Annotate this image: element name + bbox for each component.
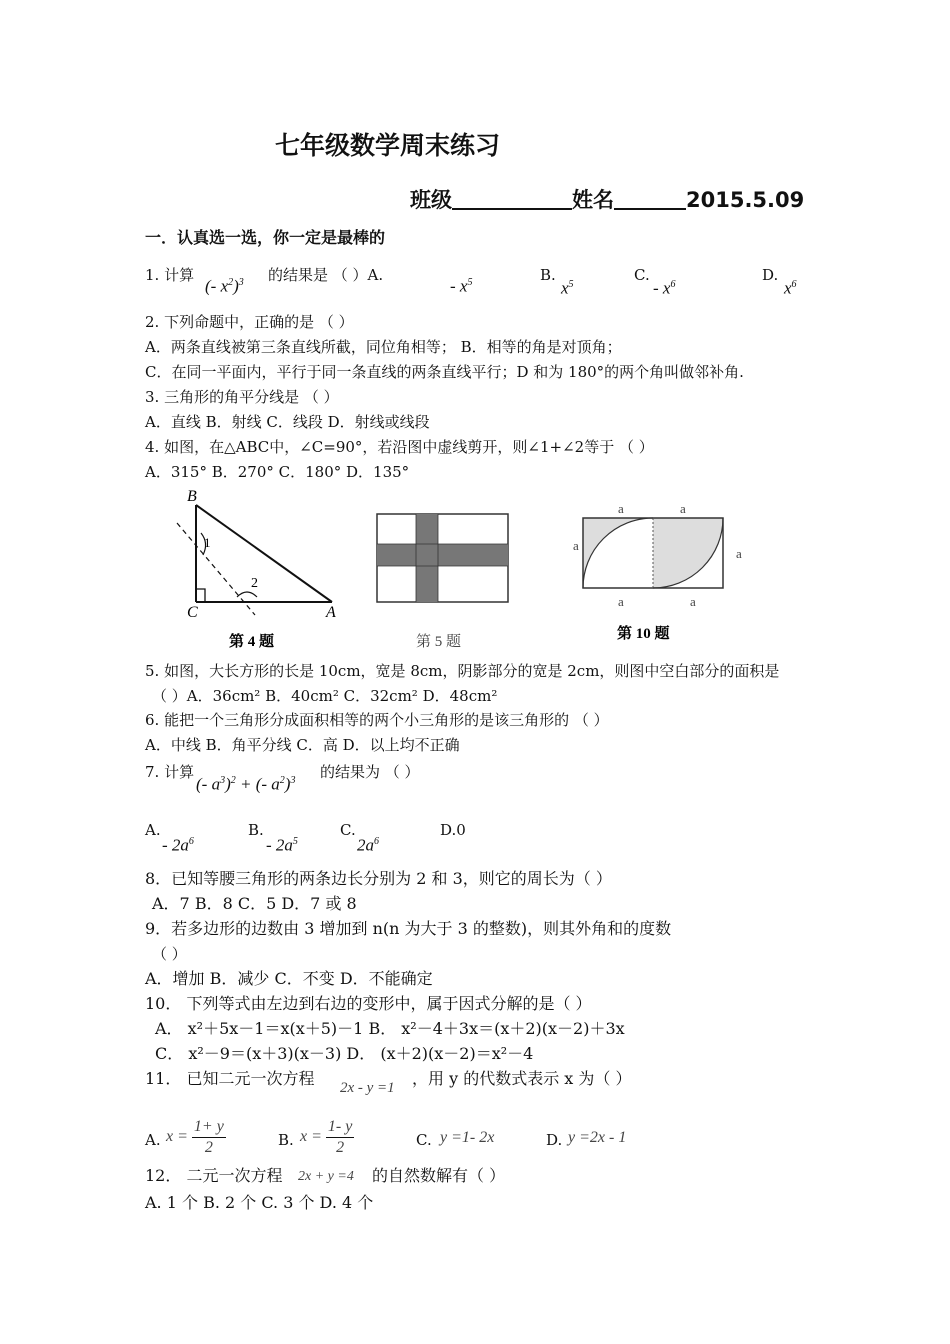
q3-stem: 3. 三角形的角平分线是 （ ） (145, 388, 339, 406)
angle-2-arc (237, 592, 257, 597)
right-angle-mark (196, 589, 205, 602)
figure-q5-rectangle (370, 505, 520, 655)
section-heading: 一．认真选一选，你一定是最棒的 (145, 228, 386, 247)
q7-stem: 7. 计算 (145, 763, 195, 781)
q11-suffix: ，用 y 的代数式表示 x 为（ ） (412, 1069, 632, 1088)
q12-suffix: 的自然数解有（ ） (372, 1166, 506, 1185)
name-blank[interactable] (614, 188, 686, 210)
vertex-b-label: B (187, 488, 197, 505)
q11-option-c: y =1- 2x (440, 1129, 495, 1146)
vertex-a-label: A (326, 604, 336, 621)
q7-option-a: - $2a^6$ (162, 835, 194, 855)
q11-equation: 2x - y =1 (340, 1080, 395, 1096)
horizontal-shaded-band (377, 544, 508, 566)
figure-q10-squares (565, 495, 750, 650)
q8-options: A．7 B．8 C．5 D．7 或 8 (152, 894, 357, 913)
q1-c-label: C. (634, 266, 650, 284)
q3-options: A．直线 B．射线 C．线段 D．射线或线段 (145, 413, 430, 431)
page-title: 七年级数学周末练习 (275, 131, 501, 160)
q1-suffix: 的结果是 （ ）A. (268, 266, 384, 284)
side-label-top-left: a (618, 501, 624, 516)
q5-stem: 5. 如图，大长方形的长是 10cm，宽是 8cm，阴影部分的宽是 2cm，则图中空白部分的面积是 (145, 662, 780, 680)
angle-1-label: 1 (204, 535, 211, 550)
q9-paren: （ ） (152, 945, 187, 963)
name-label: 姓名 (572, 188, 614, 212)
q11-a-label: A. (145, 1131, 161, 1149)
q7-option-b: - $2a^5$ (266, 835, 298, 855)
q2-options-cd: C．在同一平面内，平行于同一条直线的两条直线平行；D 和为 180°的两个角叫做邻补角. (145, 363, 744, 381)
side-label-right: a (736, 546, 742, 561)
figure-q5-caption: 第 5 题 (416, 634, 462, 650)
side-label-top-right: a (680, 501, 686, 516)
figure-q4-triangle (165, 485, 345, 655)
q8-stem: 8．已知等腰三角形的两条边长分别为 2 和 3，则它的周长为（ ） (145, 869, 612, 888)
q11-option-d: y =2x - 1 (568, 1129, 627, 1146)
q1-d-label: D. (762, 266, 779, 284)
q7-suffix: 的结果为 （ ） (320, 763, 420, 781)
q11-stem: 11． 已知二元一次方程 (145, 1069, 315, 1088)
q9-options: A．增加 B．减少 C．不变 D．不能确定 (145, 969, 433, 988)
q1-expression: (- $x^2)^3$ (205, 276, 244, 296)
q1-option-a: - $x^5$ (450, 276, 473, 296)
q11-d-label: D. (546, 1131, 563, 1149)
angle-2-label: 2 (251, 576, 258, 591)
q10-options-ab: A． x²＋5x－1＝x(x＋5)－1 B． x²－4＋3x＝(x＋2)(x－2)＋3x (155, 1019, 625, 1038)
q1-b-label: B. (540, 266, 556, 284)
q12-equation: 2x + y =4 (298, 1169, 354, 1184)
q1-option-b: $x^5$ (561, 278, 574, 298)
q7-option-d: D.0 (440, 821, 466, 839)
q2-options-ab: A．两条直线被第三条直线所截，同位角相等； B．相等的角是对顶角； (145, 338, 622, 356)
side-label-bottom-right: a (690, 594, 696, 609)
q1-stem: 1. 计算 (145, 266, 195, 284)
q1-option-c: - $x^6$ (653, 278, 676, 298)
class-label: 班级 (410, 188, 452, 212)
q7-b-label: B. (248, 821, 264, 839)
date: 2015.5.09 (686, 188, 805, 212)
q6-options: A．中线 B．角平分线 C．高 D．以上均不正确 (145, 736, 460, 754)
q11-c-label: C. (416, 1131, 432, 1149)
vertex-c-label: C (187, 604, 198, 621)
q4-options: A．315° B．270° C．180° D．135° (145, 463, 410, 481)
figure-q10-caption: 第 10 题 (617, 626, 670, 642)
q10-options-cd: C． x²－9＝(x＋3)(x－3) D． (x＋2)(x－2)＝x²－4 (155, 1044, 534, 1063)
header-line (410, 188, 804, 210)
q12-stem: 12． 二元一次方程 (145, 1166, 283, 1185)
class-blank[interactable] (452, 188, 572, 210)
q7-option-c: $2a^6$ (357, 835, 379, 855)
triangle-side-ab (196, 505, 332, 602)
q7-c-label: C. (340, 821, 356, 839)
q11-b-label: B. (278, 1131, 294, 1149)
q11-option-a: x = $\frac{1+ y}{2}$ (166, 1118, 224, 1156)
q9-stem: 9．若多边形的边数由 3 增加到 n(n 为大于 3 的整数)，则其外角和的度数 (145, 919, 672, 938)
q5-options: （ ）A．36cm² B．40cm² C．32cm² D．48cm² (152, 687, 498, 705)
q7-expression: (- $a^3)^2$ + (- $a^2)^3$ (196, 774, 296, 794)
q4-stem: 4. 如图，在△ABC中，∠C=90°，若沿图中虚线剪开，则∠1+∠2等于 （ ） (145, 438, 654, 456)
q7-a-label: A. (145, 821, 161, 839)
q11-option-b: x = $\frac{1- y}{2}$ (300, 1118, 353, 1156)
figure-q4-caption: 第 4 题 (229, 634, 275, 650)
q2-stem: 2. 下列命题中，正确的是 （ ） (145, 313, 354, 331)
q1-option-d: $x^6$ (784, 278, 797, 298)
q10-stem: 10． 下列等式由左边到右边的变形中，属于因式分解的是（ ） (145, 994, 592, 1013)
vertical-shaded-band (416, 514, 438, 602)
q12-options: A. 1 个 B. 2 个 C. 3 个 D. 4 个 (145, 1193, 374, 1212)
q6-stem: 6. 能把一个三角形分成面积相等的两个小三角形的是该三角形的 （ ） (145, 711, 609, 729)
side-label-left: a (573, 538, 579, 553)
side-label-bottom-left: a (618, 594, 624, 609)
